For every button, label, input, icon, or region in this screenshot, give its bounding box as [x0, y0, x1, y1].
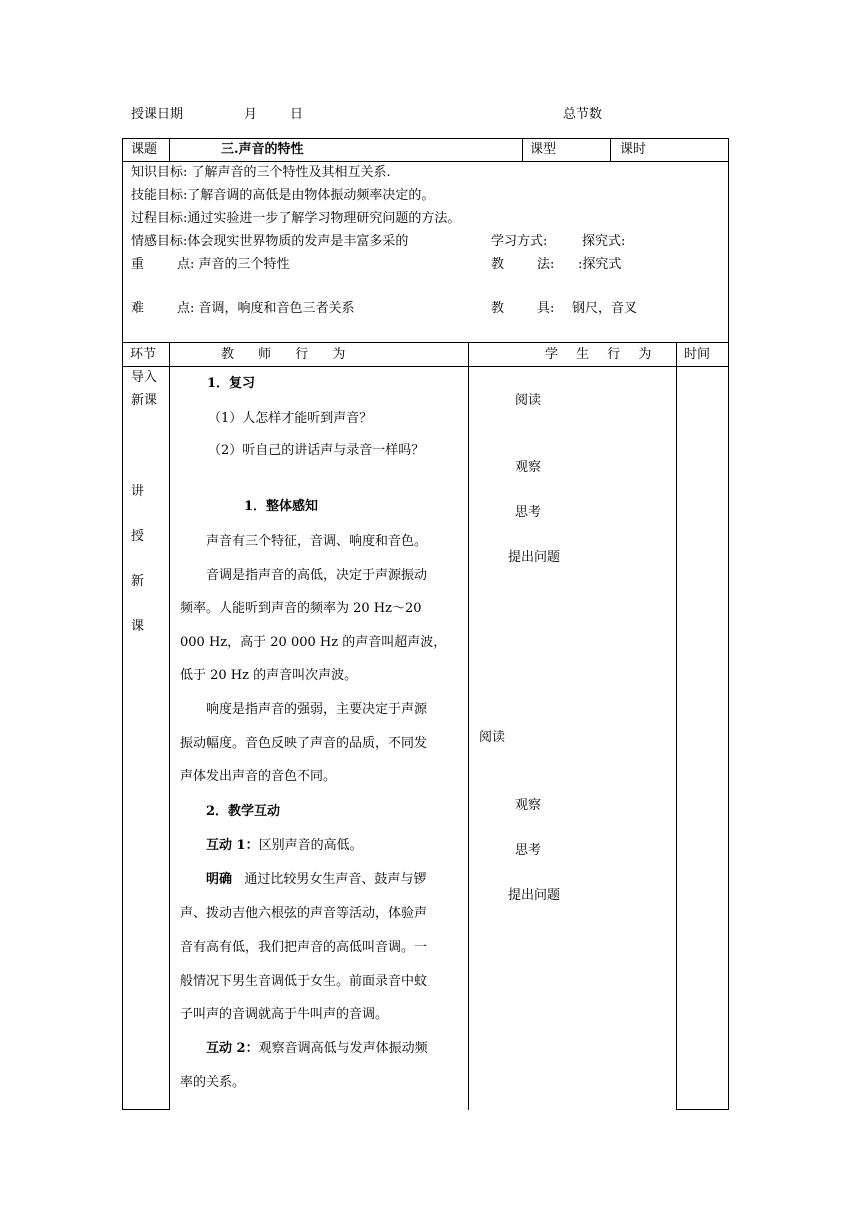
stage-teach-4: 课	[131, 619, 145, 634]
interaction-1	[206, 839, 363, 852]
month-label: 月	[244, 107, 258, 122]
tools-label-b: 具:	[537, 301, 555, 316]
emotion-goal: 情感目标:体会现实世界物质的发声是丰富多采的	[131, 234, 409, 249]
key-point-text: 点: 声音的三个特性	[177, 257, 290, 272]
interaction-title: 2．教学互动	[206, 804, 281, 819]
clarify-line-2: 声、拨动吉他六根弦的声音等活动，体验声	[180, 906, 428, 921]
interaction-1-text: 区别声音的高低。	[258, 838, 363, 853]
paragraph-2-line-2: 频率。人能听到声音的频率为 20 Hz～20	[180, 601, 422, 616]
clarify-line-5: 子叫声的音调就高于牛叫声的音调。	[180, 1007, 389, 1022]
paragraph-3-line-3: 声体发出声音的音色不同。	[180, 769, 337, 784]
col-time: 时间	[684, 347, 711, 362]
clarify-line-4: 般情况下男生音调低于女生。前面录音中蚊	[180, 974, 428, 989]
day-label: 日	[290, 107, 304, 122]
skill-goal: 技能目标:了解音调的高低是由物体振动频率决定的。	[131, 188, 435, 203]
student-activity-read-2: 阅读	[479, 730, 506, 745]
topic-label: 课题	[131, 142, 158, 157]
stage-intro-2: 新课	[131, 393, 158, 408]
paragraph-2-line-3: 000 Hz，高于 20 000 Hz 的声音叫超声波，	[180, 635, 447, 650]
paragraph-1: 声音有三个特征，音调、响度和音色。	[206, 534, 428, 549]
interaction-2-line-2: 率的关系。	[180, 1075, 246, 1090]
interaction-1-label: 互动 1：	[206, 838, 259, 853]
difficulty-label: 难	[131, 301, 145, 316]
tools-value: 钢尺，音叉	[572, 301, 638, 316]
paragraph-3-line-1: 响度是指声音的强弱，主要决定于声源	[206, 702, 428, 717]
interaction-2	[206, 1042, 428, 1055]
study-method-label: 学习方式:	[491, 234, 548, 249]
paragraph-3-line-2: 振动幅度。音色反映了声音的品质，不同发	[180, 736, 428, 751]
stage-teach-2: 授	[131, 529, 145, 544]
clarify-line-3: 音有高有低，我们把声音的高低叫音调。一	[180, 940, 428, 955]
student-activity-observe-1: 观察	[515, 460, 542, 475]
lesson-hours-label: 课时	[620, 142, 647, 157]
paragraph-2-line-4: 低于 20 Hz 的声音叫次声波。	[180, 668, 358, 683]
paragraph-2-line-1: 音调是指声音的高低，决定于声源振动	[206, 568, 428, 583]
clarify-text-1: 通过比较男女生声音、鼓声与锣	[244, 872, 427, 887]
col-stage: 环节	[130, 347, 157, 362]
review-question-1: （1）人怎样才能听到声音？	[208, 411, 373, 426]
difficulty-text: 点: 音调，响度和音色三者关系	[177, 301, 355, 316]
student-activity-ask-1: 提出问题	[508, 550, 561, 565]
teach-method-label-b: 法:	[537, 257, 555, 272]
interaction-2-text: 观察音调高低与发声体振动频	[258, 1041, 428, 1056]
review-question-2: （2）听自己的讲话声与录音一样吗？	[208, 443, 425, 458]
date-label: 授课日期	[131, 107, 184, 122]
student-activity-ask-2: 提出问题	[508, 888, 561, 903]
col-teacher: 教 师 行 为	[221, 347, 346, 362]
stage-intro-1: 导入	[131, 370, 158, 385]
student-activity-read-1: 阅读	[515, 393, 542, 408]
teach-method-value: :探究式	[578, 257, 622, 272]
clarify-label: 明确	[206, 872, 233, 887]
student-activity-think-1: 思考	[515, 505, 542, 520]
process-goal: 过程目标:通过实验进一步了解学习物理研究问题的方法。	[131, 211, 461, 226]
review-title: 1．复习	[207, 376, 256, 391]
stage-teach-1: 讲	[131, 484, 145, 499]
study-method-value: 探究式:	[582, 234, 626, 249]
key-point-label: 重	[131, 257, 145, 272]
interaction-2-label: 互动 2：	[206, 1041, 259, 1056]
clarify-line-1	[206, 873, 426, 886]
lesson-title: 三.声音的特性	[221, 142, 304, 157]
student-activity-observe-2: 观察	[515, 798, 542, 813]
tools-label-a: 教	[491, 301, 505, 316]
col-student: 学 生 行 为	[545, 347, 652, 362]
lesson-type-label: 课型	[530, 142, 557, 157]
total-lessons-label: 总节数	[563, 107, 603, 122]
student-activity-think-2: 思考	[515, 843, 542, 858]
overall-title: 1．整体感知	[244, 499, 319, 514]
knowledge-goal: 知识目标: 了解声音的三个特性及其相互关系.	[131, 165, 391, 180]
stage-teach-3: 新	[131, 574, 145, 589]
teach-method-label-a: 教	[491, 257, 505, 272]
